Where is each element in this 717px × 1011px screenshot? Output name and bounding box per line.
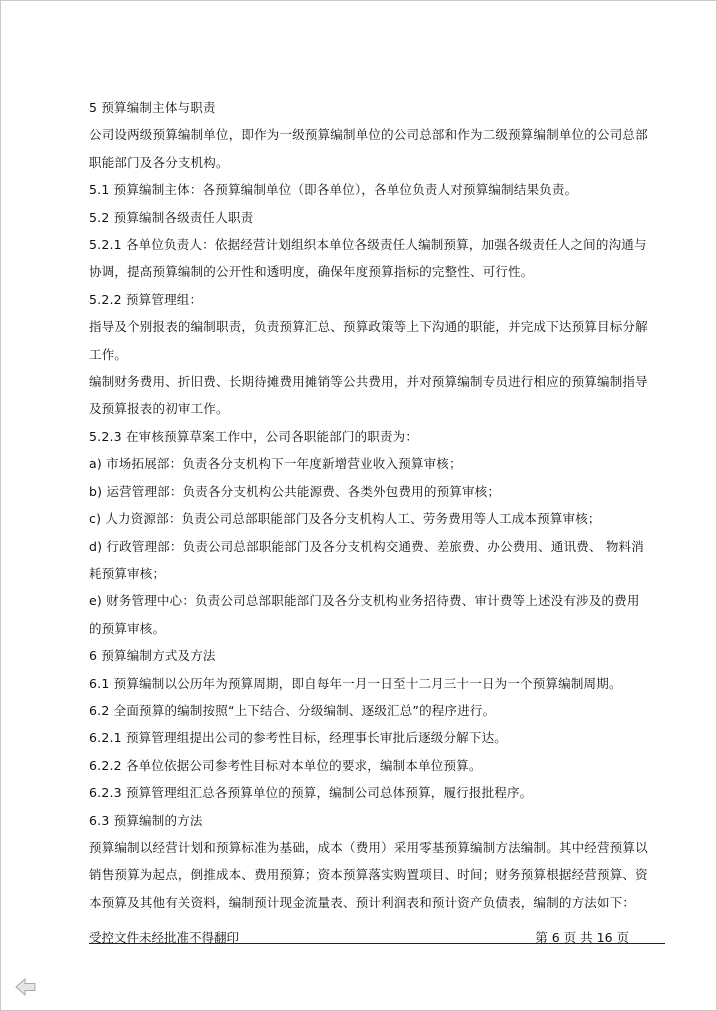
list-item: a) 市场拓展部：负责各分支机构下一年度新增营业收入预算审核； [89,456,462,472]
subsection-heading: 5.2.2 预算管理组： [89,291,203,307]
paragraph: 预算编制以经营计划和预算标准为基础，成本（费用）采用零基预算编制方法编制。其中经营预算以销售预算为起点，倒推成本、费用预算；资本预算落实购置项目、时间；财务预算根据经营预算、资本预算及其他有关资料，编制预计现金流量表、预计利润表和预计资产负债表，编制的方法如下： [89,839,648,910]
paragraph: 编制财务费用、折旧费、长期待摊费用摊销等公共费用，并对预算编制专员进行相应的预算编制指导及预算报表的初审工作。 [89,374,648,417]
list-item: c) 人力资源部：负责公司总部职能部门及各分支机构人工、劳务费用等人工成本预算审核； [89,511,601,527]
paragraph: 6.2 全面预算的编制按照“上下结合、分级编制、逐级汇总”的程序进行。 [89,702,496,718]
page-number: 第 6 页 共 16 页 [535,930,629,945]
subsection-heading: 5.2 预算编制各级责任人职责 [89,209,254,225]
paragraph: 5.1 预算编制主体：各预算编制单位（即各单位），各单位负责人对预算编制结果负责。 [89,182,578,198]
footer-notice: 受控文件未经批准不得翻印 [89,930,240,945]
back-arrow-icon[interactable] [14,977,38,997]
section-heading: 5 预算编制主体与职责 [89,100,216,115]
list-item: b) 运营管理部：负责各分支机构公共能源费、各类外包费用的预算审核； [89,483,501,499]
paragraph: 6.1 预算编制以公历年为预算周期，即自每年一月一日至十二月三十一日为一个预算编制周期。 [89,675,622,691]
list-item: d) 行政管理部：负责公司总部职能部门及各分支机构交通费、差旅费、办公费用、通讯费、 物料消耗预算审核； [89,538,644,581]
paragraph: 5.2.3 在审核预算草案工作中，公司各职能部门的职责为： [89,428,419,444]
document-body [89,94,649,916]
subsection-heading: 6.3 预算编制的方法 [89,812,203,828]
paragraph: 6.2.1 预算管理组提出公司的参考性目标，经理事长审批后逐级分解下达。 [89,730,507,746]
page-footer [89,927,665,949]
paragraph: 5.2.1 各单位负责人：依据经营计划组织本单位各级责任人编制预算，加强各级责任人之间的沟通与协调，提高预算编制的公开性和透明度，确保年度预算指标的完整性、可行性。 [89,237,647,280]
list-item: e) 财务管理中心：负责公司总部职能部门及各分支机构业务招待费、审计费等上述没有涉及的费用的预算审核。 [89,593,640,636]
paragraph: 6.2.3 预算管理组汇总各预算单位的预算，编制公司总体预算，履行报批程序。 [89,785,533,801]
section-heading: 6 预算编制方式及方法 [89,648,216,664]
paragraph: 6.2.2 各单位依据公司参考性目标对本单位的要求，编制本单位预算。 [89,757,482,773]
paragraph: 公司设两级预算编制单位，即作为一级预算编制单位的公司总部和作为二级预算编制单位的公司总部职能部门及各分支机构。 [89,127,648,170]
footer-rule [89,943,665,944]
paragraph: 指导及个别报表的编制职责，负责预算汇总、预算政策等上下沟通的职能，并完成下达预算目标分解工作。 [89,319,648,362]
